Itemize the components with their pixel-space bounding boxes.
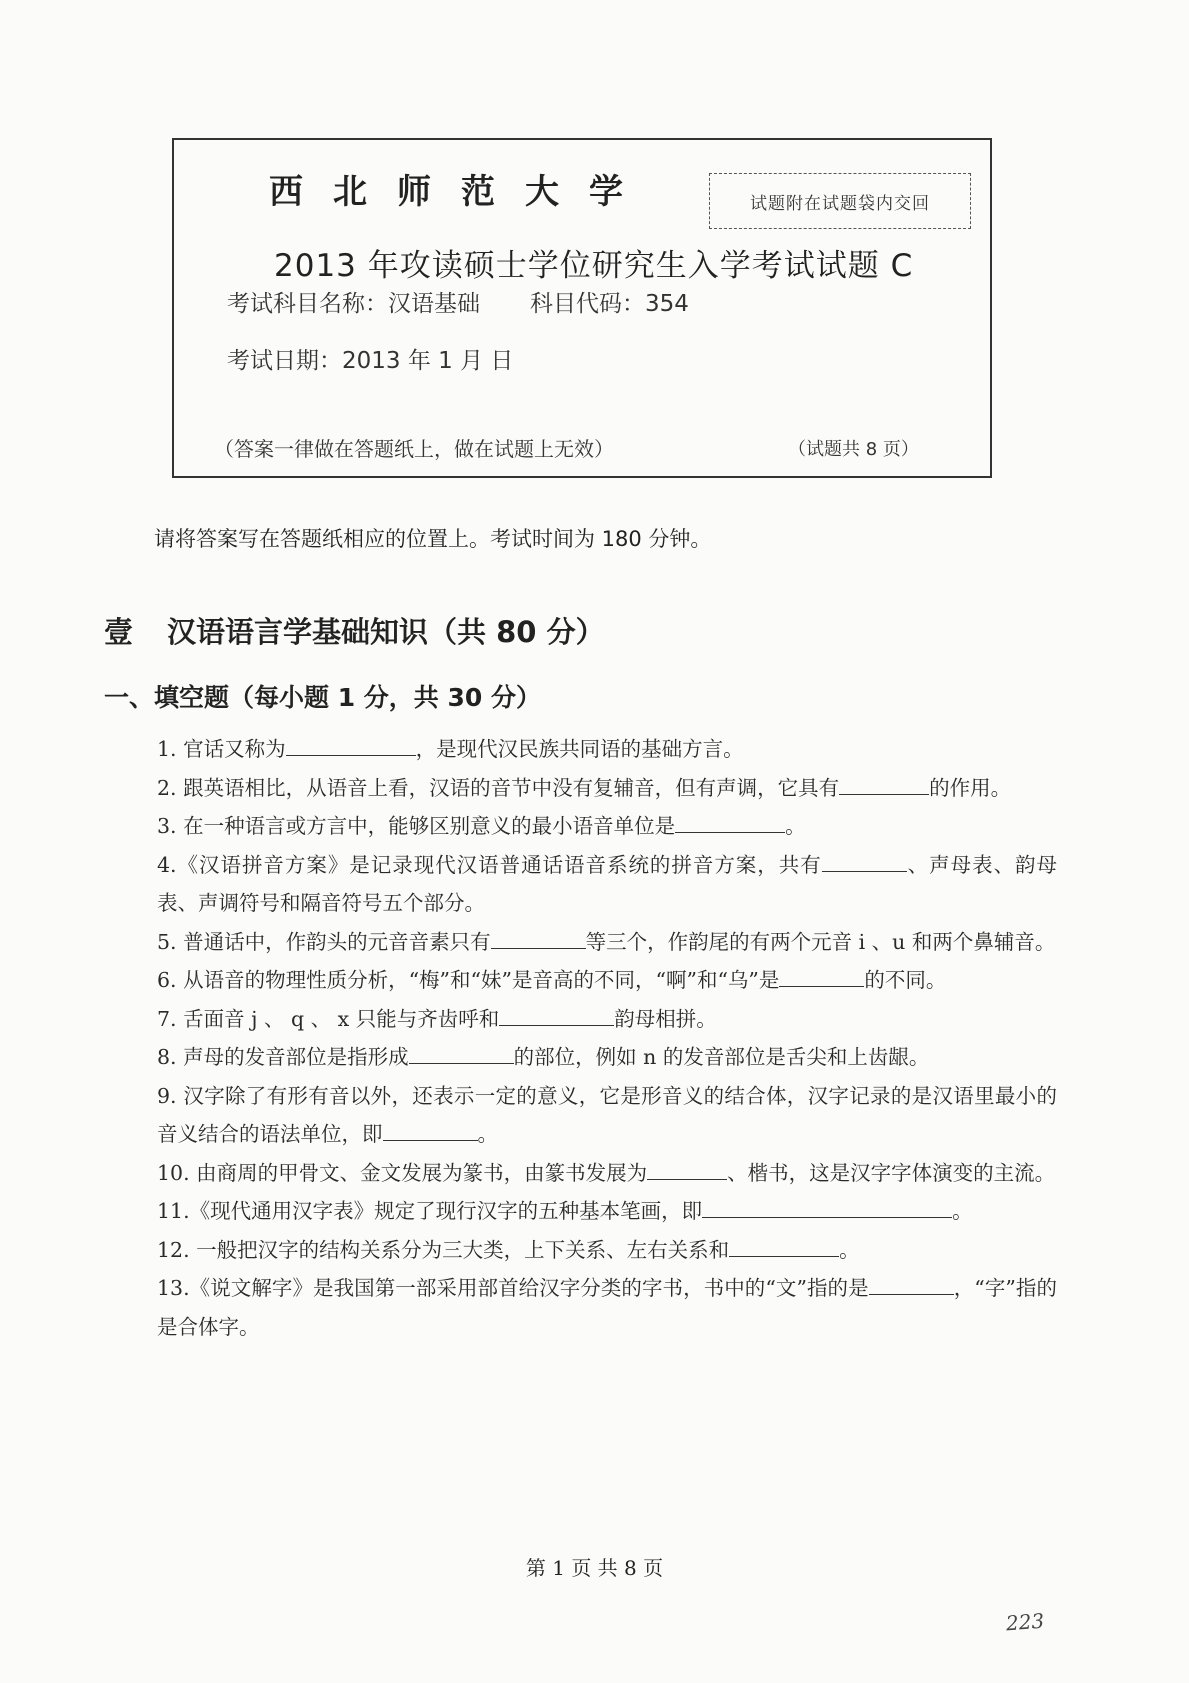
question-list: [157, 730, 1057, 1346]
handwritten-page-number: 223: [1005, 1608, 1045, 1636]
question-item: 13.《说文解字》是我国第一部采用部首给汉字分类的字书，书中的“文”指的是 ，“字”指的是合体字。: [157, 1276, 1057, 1339]
answer-blank: [383, 1120, 478, 1141]
question-item: 5. 普通话中，作韵头的元音音素只有 等三个，作韵尾的有两个元音 i 、u 和两个鼻辅音。: [157, 929, 1056, 954]
question-item: 12. 一般把汉字的结构关系分为三大类，上下关系、左右关系和 。: [157, 1237, 860, 1262]
page-count-note: （试题共 8 页）: [788, 439, 919, 460]
answer-blank: [675, 812, 785, 833]
university-name: 西北师范大学: [269, 172, 653, 212]
exam-instruction: 请将答案写在答题纸相应的位置上。考试时间为 180 分钟。: [154, 527, 712, 551]
answer-blank: [286, 735, 416, 756]
answer-blank: [839, 774, 929, 795]
subject-code: 科目代码：354: [530, 291, 689, 317]
question-item: 2. 跟英语相比，从语音上看，汉语的音节中没有复辅音，但有声调，它具有 的作用。: [157, 775, 1012, 800]
part-heading: 一、填空题（每小题 1 分，共 30 分）: [104, 683, 542, 712]
question-item: 8. 声母的发音部位是指形成 的部位，例如 n 的发音部位是舌尖和上齿龈。: [157, 1045, 930, 1069]
exam-header-box: [172, 138, 992, 478]
answer-blank: [647, 1159, 727, 1180]
subject-row: [227, 285, 689, 318]
answer-note: （答案一律做在答题纸上，做在试题上无效）: [214, 437, 614, 461]
question-item: 9. 汉字除了有形有音以外，还表示一定的意义，它是形音义的结合体，汉字记录的是汉语里最小的音义结合的语法单位，即 。: [157, 1083, 1057, 1146]
page-footer: 第 1 页 共 8 页: [525, 1556, 664, 1580]
question-item: 7. 舌面音 j 、 q 、 x 只能与齐齿呼和 韵母相拼。: [157, 1006, 717, 1031]
answer-blank: [409, 1043, 514, 1064]
answer-blank: [869, 1274, 954, 1295]
answer-blank: [822, 851, 907, 872]
answer-blank: [779, 966, 864, 987]
section-number: 壹: [104, 615, 134, 649]
answer-blank: [499, 1005, 614, 1026]
answer-blank: [491, 928, 586, 949]
question-item: 11.《现代通用汉字表》规定了现行汉字的五种基本笔画，即 。: [157, 1199, 973, 1223]
subject-label: 考试科目名称：汉语基础: [227, 291, 480, 317]
question-item: 10. 由商周的甲骨文、金文发展为篆书，由篆书发展为 、楷书，这是汉字字体演变的主流。: [157, 1160, 1056, 1185]
exam-date: 考试日期：2013 年 1 月 日: [227, 348, 514, 374]
question-item: 1. 官话又称为 ，是现代汉民族共同语的基础方言。: [157, 737, 744, 761]
return-stamp: 试题附在试题袋内交回: [709, 173, 971, 229]
answer-blank: [702, 1197, 952, 1218]
exam-title: 2013 年攻读硕士学位研究生入学考试试题 C: [274, 248, 914, 284]
section-heading: [104, 610, 605, 651]
question-item: 6. 从语音的物理性质分析，“梅”和“妹”是音高的不同，“啊”和“乌”是 的不同。: [157, 968, 947, 992]
answer-blank: [729, 1236, 839, 1257]
question-item: 4.《汉语拼音方案》是记录现代汉语普通话语音系统的拼音方案，共有 、声母表、韵母表、声调符号和隔音符号五个部分。: [157, 852, 1058, 915]
section-title: 汉语语言学基础知识（共 80 分）: [167, 615, 605, 649]
question-item: 3. 在一种语言或方言中，能够区别意义的最小语音单位是 。: [157, 814, 806, 838]
